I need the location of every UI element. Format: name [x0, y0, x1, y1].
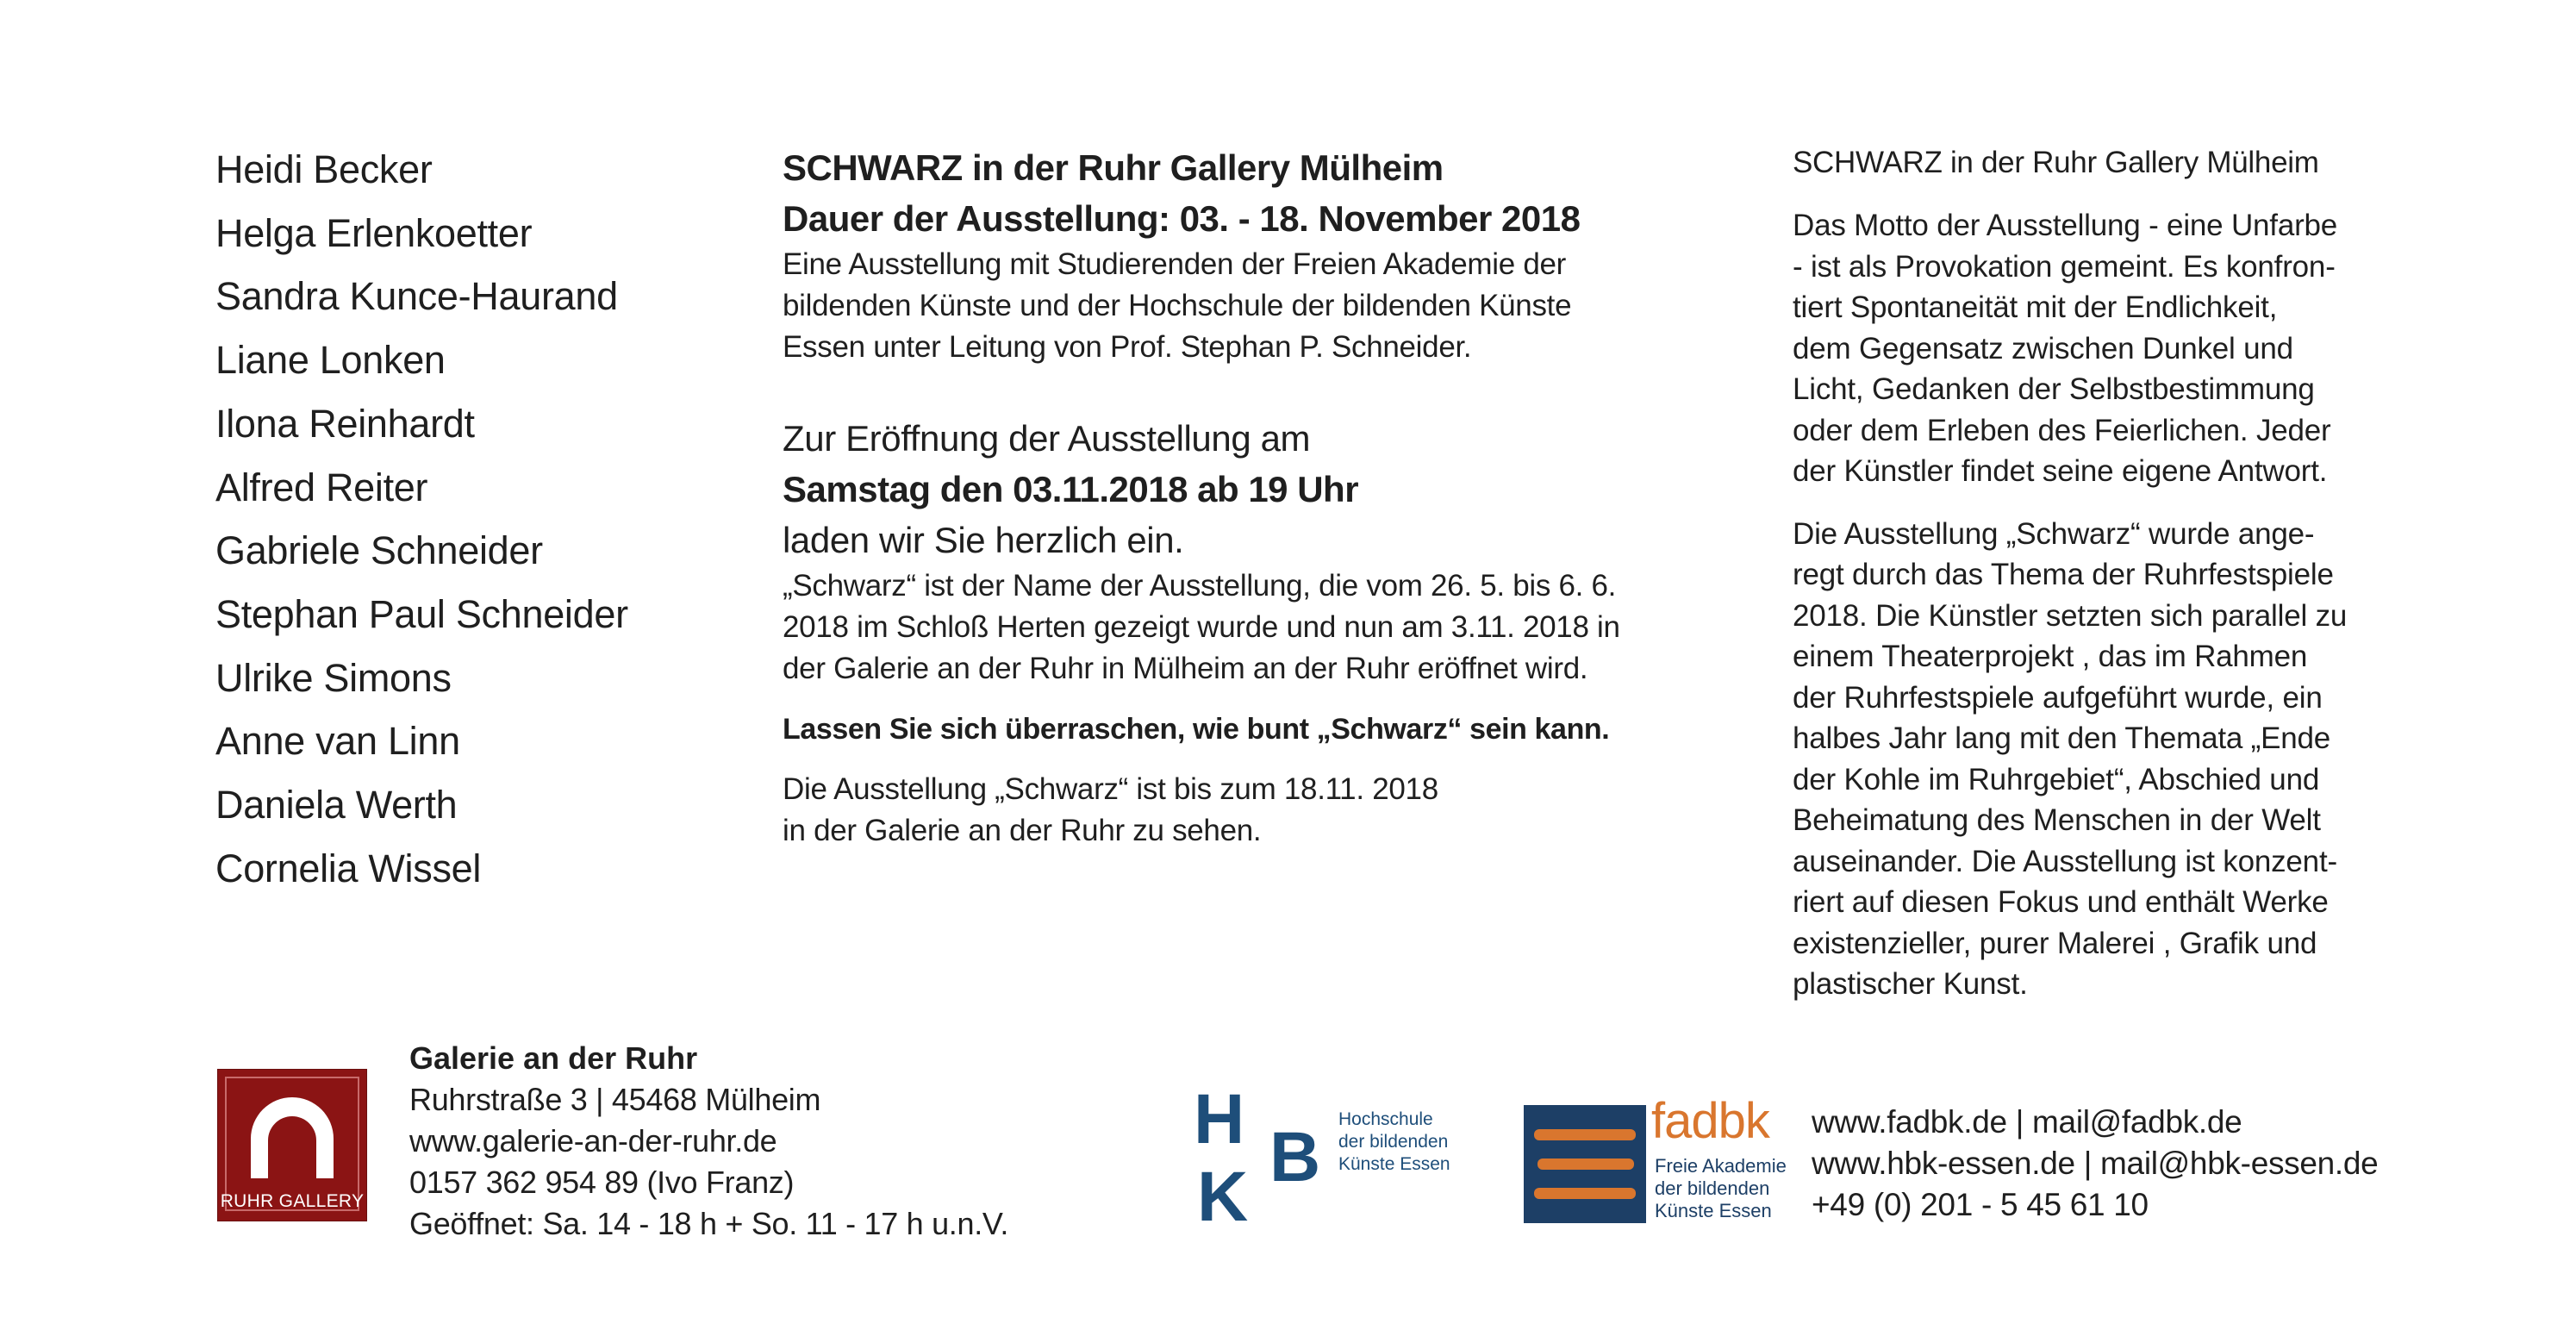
text-line: der bildenden [1338, 1132, 1449, 1152]
contact-fadbk: www.fadbk.de | mail@fadbk.de [1812, 1104, 2242, 1140]
artist-name: Gabriele Schneider [215, 528, 543, 573]
description-paragraph [1793, 514, 2379, 1005]
artist-name: Cornelia Wissel [215, 846, 482, 890]
brush-stroke [1534, 1129, 1636, 1140]
text-line: „Schwarz“ ist der Name der Ausstellung, die vom 26. 5. bis 6. 6. [783, 569, 1617, 603]
exhibition-title: SCHWARZ in der Ruhr Gallery Mülheim [783, 147, 1444, 188]
artist-name: Ilona Reinhardt [215, 401, 475, 446]
hbk-logo [1194, 1080, 1478, 1240]
gallery-contact [409, 1038, 1008, 1245]
text-line: Künste Essen [1655, 1200, 1772, 1221]
opening-date: Samstag den 03.11.2018 ab 19 Uhr [783, 469, 1359, 509]
gallery-opening-hours: Geöffnet: Sa. 14 - 18 h + So. 11 - 17 h u.n.V. [409, 1206, 1009, 1241]
text-line: auseinander. Die Ausstellung ist konzent- [1793, 844, 2337, 878]
opening-invitation-line: Zur Eröffnung der Ausstellung am [783, 418, 1311, 459]
contact-hbk: www.hbk-essen.de | mail@hbk-essen.de [1812, 1146, 2379, 1181]
ruhr-gallery-logo [217, 1069, 367, 1221]
artist-name: Liane Lonken [215, 338, 446, 383]
fadbk-text [1655, 1155, 1787, 1222]
surprise-line: Lassen Sie sich überraschen, wie bunt „Schwarz“ sein kann. [783, 713, 1610, 746]
text-line: der Kohle im Ruhrgebiet“, Abschied und [1793, 762, 2320, 796]
text-line: Künste Essen [1338, 1154, 1450, 1174]
text-line: tiert Spontaneität mit der Endlichkeit, [1793, 290, 2278, 324]
hbk-letter-b: B [1269, 1118, 1321, 1196]
brush-stroke [1534, 1188, 1636, 1199]
opening-invitation-line: laden wir Sie herzlich ein. [783, 520, 1184, 560]
text-line: einem Theaterprojekt , das im Rahmen [1793, 640, 2308, 673]
text-line: Die Ausstellung „Schwarz“ ist bis zum 18.11. 2018 [783, 772, 1438, 806]
artist-name: Stephan Paul Schneider [215, 591, 628, 636]
text-line: der Künstler findet seine eigene Antwort. [1793, 454, 2328, 488]
text-line: riert auf diesen Fokus und enthält Werke [1793, 885, 2329, 919]
fadbk-wordmark: fadbk [1651, 1093, 1769, 1149]
text-line: oder dem Erleben des Feierlichen. Jeder [1793, 413, 2331, 447]
description-paragraph [1793, 205, 2379, 492]
exhibition-description [1793, 142, 2379, 1027]
ruhr-gallery-logo-text: RUHR GALLERY [220, 1191, 365, 1211]
text-line: der Galerie an der Ruhr in Mülheim an der Ruhr eröffnet wird. [783, 652, 1588, 685]
artist-name: Anne van Linn [215, 719, 460, 764]
text-line: 2018 im Schloß Herten gezeigt wurde und nun am 3.11. 2018 in [783, 610, 1620, 644]
text-line: Die Ausstellung „Schwarz“ wurde ange- [1793, 516, 2315, 551]
text-line: plastischer Kunst. [1793, 967, 2028, 1001]
text-line: Freie Akademie [1655, 1155, 1787, 1177]
text-line: der Ruhrfestspiele aufgeführt wurde, ein [1793, 680, 2323, 715]
text-line: der bildenden [1655, 1177, 1770, 1199]
artist-list [215, 138, 628, 900]
contact-phone: +49 (0) 201 - 5 45 61 10 [1812, 1187, 2149, 1222]
gallery-phone: 0157 362 954 89 (Ivo Franz) [409, 1165, 795, 1200]
exhibition-until-paragraph [783, 769, 1748, 852]
artist-name: Helga Erlenkoetter [215, 210, 533, 255]
artist-name: Alfred Reiter [215, 465, 428, 509]
text-line: Das Motto der Ausstellung - eine Unfarbe [1793, 209, 2338, 242]
fadbk-logo-mark [1524, 1105, 1646, 1223]
text-line: Hochschule [1338, 1109, 1433, 1129]
academy-contacts [1812, 1102, 2378, 1226]
text-line: Eine Ausstellung mit Studierenden der Freien Akademie der [783, 247, 1566, 281]
exhibition-duration: Dauer der Ausstellung: 03. - 18. November 2018 [783, 198, 1581, 239]
text-line: Beheimatung des Menschen in der Welt [1793, 803, 2321, 837]
gallery-website: www.galerie-an-der-ruhr.de [409, 1123, 777, 1158]
text-line: Essen unter Leitung von Prof. Stephan P. Schneider. [783, 330, 1472, 364]
hbk-letter-h: H [1194, 1080, 1245, 1158]
text-line: halbes Jahr lang mit den Themata „Ende [1793, 721, 2331, 755]
artist-name: Heidi Becker [215, 147, 433, 191]
hbk-letter-k: K [1197, 1158, 1249, 1236]
hbk-text [1338, 1109, 1450, 1176]
text-line: Licht, Gedanken der Selbstbestimmung [1793, 372, 2315, 406]
exhibition-intro [783, 244, 1748, 368]
brush-stroke [1537, 1158, 1634, 1170]
gallery-name: Galerie an der Ruhr [409, 1040, 698, 1076]
text-line: regt durch das Thema der Ruhrfestspiele [1793, 558, 2334, 591]
text-line: 2018. Die Künstler setzten sich parallel zu [1793, 598, 2348, 633]
arch-icon [244, 1094, 340, 1178]
text-line: - ist als Provokation gemeint. Es konfron- [1793, 249, 2336, 284]
fadbk-logo [1524, 1093, 1787, 1226]
text-line: bildenden Künste und der Hochschule der bildenden Künste [783, 289, 1572, 322]
artist-name: Sandra Kunce-Haurand [215, 274, 618, 319]
text-line: dem Gegensatz zwischen Dunkel und [1793, 331, 2293, 365]
gallery-address: Ruhrstraße 3 | 45468 Mülheim [409, 1082, 821, 1117]
exhibition-info [783, 142, 1748, 852]
text-line: in der Galerie an der Ruhr zu sehen. [783, 814, 1262, 847]
text-line: existenzieller, purer Malerei , Grafik und [1793, 926, 2317, 960]
exhibition-name-paragraph [783, 565, 1748, 690]
description-title: SCHWARZ in der Ruhr Gallery Mülheim [1793, 146, 2319, 179]
artist-name: Daniela Werth [215, 783, 458, 828]
artist-name: Ulrike Simons [215, 655, 452, 700]
